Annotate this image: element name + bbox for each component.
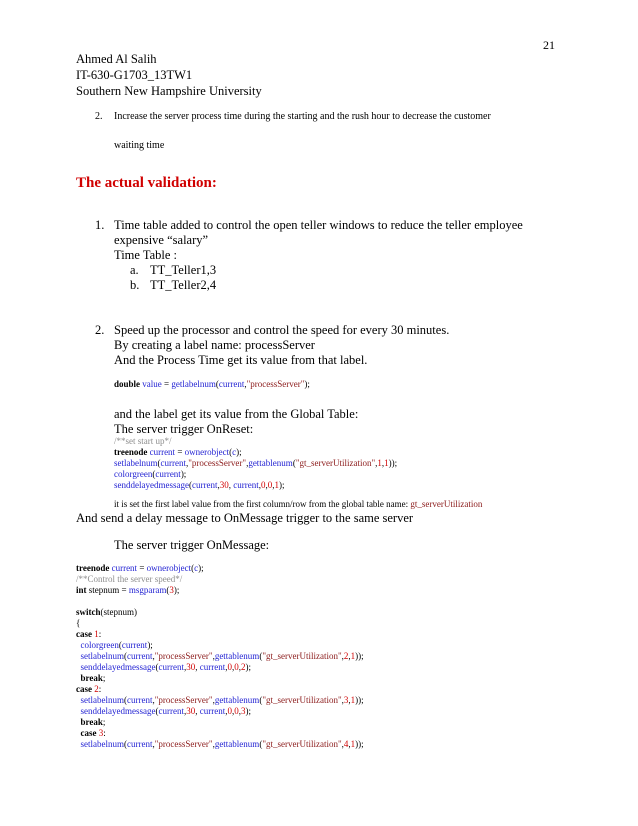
code-block-onmessage: treenode current = ownerobject(c); /**Control the server speed*/ int stepnum = msgparam(3); switch(stepnum) { case 1: colorgreen(current); setlabelnum(current,"processServer",gettablenum("gt_serverUtilization",2,1)); senddelayedmessage(current,30, current,0,0,2); break; case 2: setlabelnum(current,"processServer",gettablenum("gt_serverUtilization",3,1)); senddelayedmessage(current,30, current,0,0,3); break; case 3: setlabelnum(current,"processServer",gettablenum("gt_serverUtilization",4,1)); <box>76 563 364 749</box>
list-item-2-number: 2. <box>95 323 105 337</box>
list-item-2-line2: By creating a label name: processServer <box>114 338 315 352</box>
sub-item-a-text: TT_Teller1,3 <box>150 263 217 277</box>
list-item-1-number: 1. <box>95 218 105 232</box>
list-item-2-line3: And the Process Time get its value from that label. <box>114 353 368 367</box>
code-block-value: double value = getlabelnum(current,"processServer"); <box>114 379 310 389</box>
intro-item-line1: Increase the server process time during the starting and the rush hour to decrease the customer <box>114 111 491 122</box>
onmessage-label: The server trigger OnMessage: <box>114 538 270 552</box>
university-name: Southern New Hampshire University <box>76 84 262 98</box>
sub-item-b-letter: b. <box>130 278 140 292</box>
list-item-2-line5: The server trigger OnReset: <box>114 422 254 436</box>
list-item-1-line3: Time Table : <box>114 248 178 262</box>
onreset-note <box>114 499 482 510</box>
list-item-1-line1: Time table added to control the open teller windows to reduce the teller employee <box>114 218 523 232</box>
intro-item-line2: waiting time <box>114 140 165 151</box>
after-text: And send a delay message to OnMessage trigger to the same server <box>76 511 414 525</box>
course-code: IT-630-G1703_13TW1 <box>76 68 193 82</box>
list-item-1-line2: expensive “salary” <box>114 233 209 247</box>
list-item-2-line4: and the label get its value from the Global Table: <box>114 407 359 421</box>
list-item-2-line1: Speed up the processor and control the speed for every 30 minutes. <box>114 323 450 337</box>
section-heading: The actual validation: <box>76 175 217 191</box>
author-name: Ahmed Al Salih <box>76 52 157 66</box>
onreset-note-table-name: gt_serverUtilization <box>410 499 483 509</box>
onreset-note-text: it is set the first label value from the first column/row from the global table name: <box>114 499 411 509</box>
sub-item-b-text: TT_Teller2,4 <box>150 278 217 292</box>
intro-item-number: 2. <box>95 111 103 122</box>
page-number: 21 <box>543 38 555 52</box>
code-block-onreset: /**set start up*/ treenode current = ownerobject(c); setlabelnum(current,"processServer",gettablenum("gt_serverUtilization",1,1)); colorgreen(current); senddelayedmessage(current,30, current,0,0,1); <box>114 436 398 490</box>
sub-item-a-letter: a. <box>130 263 139 277</box>
